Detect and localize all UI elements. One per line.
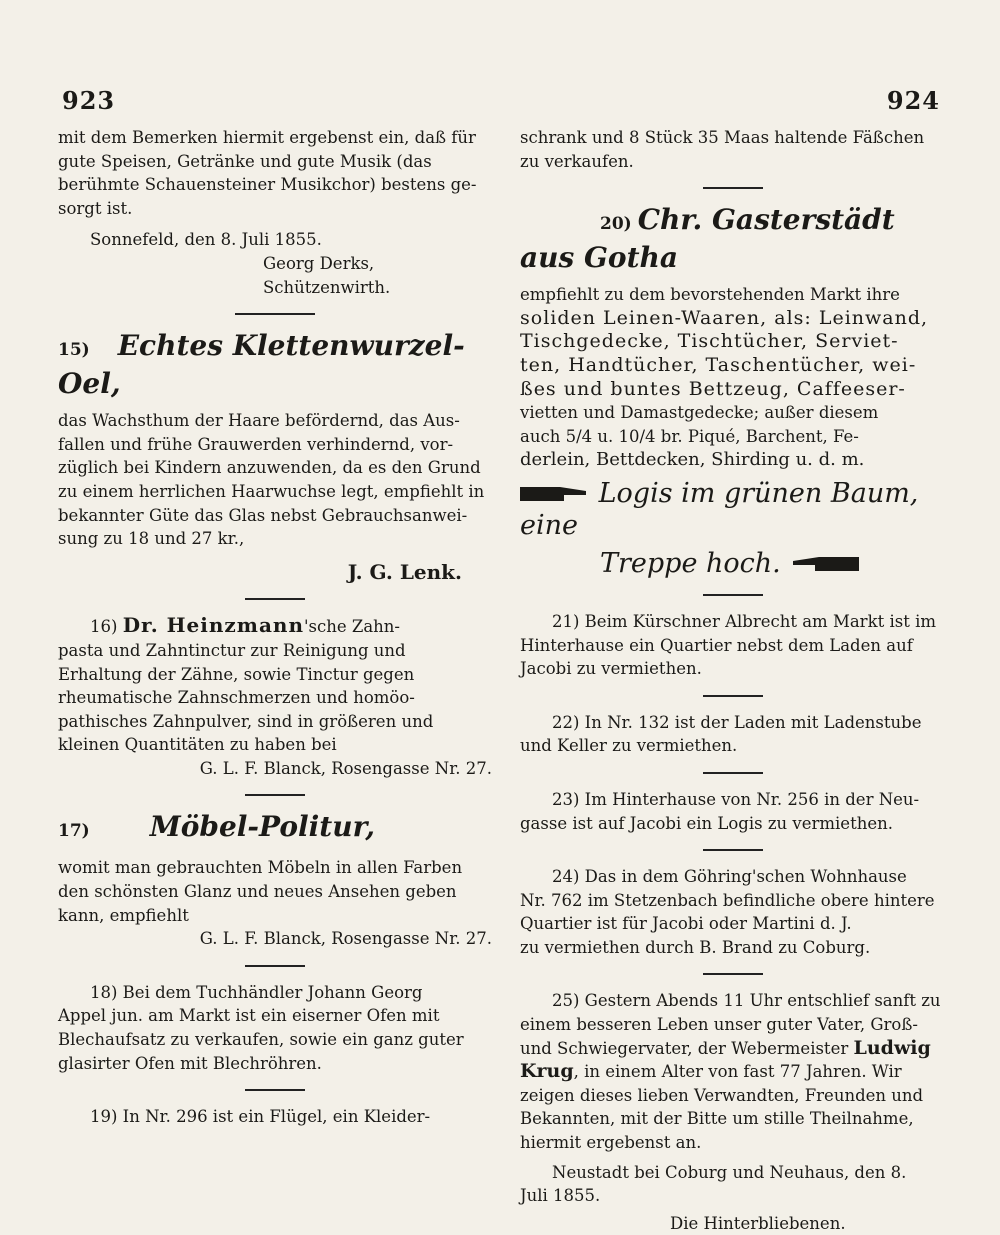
ad16-name: Dr. Heinzmann bbox=[122, 613, 304, 638]
ad20-line: Tischgedecke, Tischtücher, Serviet- bbox=[520, 330, 899, 353]
divider bbox=[703, 849, 763, 851]
ad19-line: 19) In Nr. 296 ist ein Flügel, ein Kleider- bbox=[90, 1107, 431, 1127]
ad15-line: züglich bei Kindern anzuwenden, da es den Grund bbox=[58, 458, 481, 478]
continuation-line: zu verkaufen. bbox=[520, 151, 634, 171]
intro-line: berühmte Schauensteiner Musikchor) bestens ge- bbox=[58, 175, 477, 195]
ad21-line: Hinterhause ein Quartier nebst dem Laden auf bbox=[520, 635, 913, 655]
ad25-line3-text: und Schwiegervater, der Webermeister bbox=[520, 1038, 849, 1058]
page-number-right: 924 bbox=[886, 86, 940, 115]
pointing-hand-icon bbox=[520, 479, 590, 509]
ad25-signer: Die Hinterbliebenen. bbox=[670, 1213, 846, 1233]
ad25-line3 bbox=[520, 1037, 946, 1061]
ad15-line: bekannter Güte das Glas nebst Gebrauchsanwei- bbox=[58, 505, 468, 525]
ad25-name-last: Krug bbox=[520, 1060, 574, 1083]
ad16-line: kleinen Quantitäten zu haben bei bbox=[58, 735, 337, 755]
ad23-line: 23) Im Hinterhause von Nr. 256 in der Neu- bbox=[552, 789, 920, 809]
ad20-line: auch 5/4 u. 10/4 br. Piqué, Barchent, Fe- bbox=[520, 426, 859, 446]
ad21-line: Jacobi zu vermiethen. bbox=[520, 659, 702, 679]
pointing-hand-icon bbox=[789, 549, 859, 579]
ad24-line: 24) Das in dem Göhring'schen Wohnhause bbox=[552, 867, 907, 887]
ad16-number: 16) bbox=[90, 617, 118, 637]
ad15-line: zu einem herrlichen Haarwuchse legt, empfiehlt in bbox=[58, 481, 485, 501]
ad20-line: vietten und Damastgedecke; außer diesem bbox=[520, 403, 879, 423]
ad20-number: 20) bbox=[600, 214, 632, 235]
ad25-line4 bbox=[520, 1060, 946, 1084]
ad17-number: 17) bbox=[58, 821, 90, 842]
divider bbox=[245, 1089, 305, 1091]
right-column bbox=[520, 126, 946, 1235]
ad25-line: zeigen dieses lieben Verwandten, Freunden und bbox=[520, 1085, 924, 1105]
ad25-date: Juli 1855. bbox=[520, 1186, 601, 1206]
ad15-line: sung zu 18 und 27 kr., bbox=[58, 529, 245, 549]
divider bbox=[703, 187, 763, 189]
ad25-line: 25) Gestern Abends 11 Uhr entschlief sanft zu bbox=[552, 991, 941, 1011]
divider bbox=[245, 965, 305, 967]
divider bbox=[703, 772, 763, 774]
ad20-logis-line2 bbox=[520, 548, 946, 580]
ad15-headline bbox=[58, 329, 492, 401]
ad15-line: das Wachsthum der Haare befördernd, das Aus- bbox=[58, 411, 460, 431]
ad20-line: ßes und buntes Bettzeug, Caffeeser- bbox=[520, 377, 906, 400]
ad18-line: Appel jun. am Markt ist ein eiserner Ofen mit bbox=[58, 1006, 440, 1026]
ad17-signer: G. L. F. Blanck, Rosengasse Nr. 27. bbox=[199, 929, 492, 949]
ad24-line: Quartier ist für Jacobi oder Martini d. J. bbox=[520, 914, 852, 934]
ad24-line: zu vermiethen durch B. Brand zu Coburg. bbox=[520, 937, 871, 957]
ad25-line4-rest: , in einem Alter von fast 77 Jahren. Wir bbox=[573, 1062, 902, 1082]
ad17-headline bbox=[58, 810, 492, 848]
divider bbox=[703, 973, 763, 975]
ad18-line: 18) Bei dem Tuchhändler Johann Georg bbox=[90, 982, 423, 1002]
ad20-logis-text1: Logis im grünen Baum, eine bbox=[520, 477, 919, 541]
ad20-title: Chr. Gasterstädt aus Gotha bbox=[520, 203, 895, 275]
divider bbox=[245, 794, 305, 796]
ad20-headline bbox=[520, 203, 946, 275]
ad22-line: 22) In Nr. 132 ist der Laden mit Ladenstube bbox=[552, 712, 922, 732]
intro-line: mit dem Bemerken hiermit ergebenst ein, daß für bbox=[58, 128, 476, 147]
divider bbox=[703, 695, 763, 697]
ad17-line: kann, empfiehlt bbox=[58, 905, 189, 925]
continuation-line: schrank und 8 Stück 35 Maas haltende Fäßchen bbox=[520, 128, 925, 147]
ad16-line1-rest: 'sche Zahn- bbox=[303, 617, 400, 637]
ad16-line: pathisches Zahnpulver, sind in größeren und bbox=[58, 711, 434, 731]
ad25-line: einem besseren Leben unser guter Vater, Groß- bbox=[520, 1015, 918, 1035]
divider bbox=[703, 594, 763, 596]
signer-title: Schützenwirth. bbox=[263, 277, 391, 297]
ad15-number: 15) bbox=[58, 340, 90, 361]
ad16-line: Erhaltung der Zähne, sowie Tinctur gegen bbox=[58, 664, 415, 684]
page-number-left: 923 bbox=[62, 86, 116, 115]
ad17-line: womit man gebrauchten Möbeln in allen Farben bbox=[58, 858, 463, 878]
ad16-signer: G. L. F. Blanck, Rosengasse Nr. 27. bbox=[199, 758, 492, 778]
ad23-line: gasse ist auf Jacobi ein Logis zu vermiethen. bbox=[520, 813, 893, 833]
ad20-line: ten, Handtücher, Taschentücher, wei- bbox=[520, 353, 917, 376]
ad15-line: fallen und frühe Grauwerden verhindernd, vor- bbox=[58, 434, 454, 454]
ad25-name-first: Ludwig bbox=[853, 1036, 931, 1059]
ad25-line: Bekannten, mit der Bitte um stille Theilnahme, bbox=[520, 1109, 914, 1129]
signer-name: Georg Derks, bbox=[263, 253, 375, 273]
ad20-line: soliden Leinen-Waaren, als: Leinwand, bbox=[520, 306, 929, 329]
intro-line: sorgt ist. bbox=[58, 198, 133, 218]
ad20-line: derlein, Bettdecken, Shirding u. d. m. bbox=[520, 449, 865, 471]
ad17-line: den schönsten Glanz und neues Ansehen geben bbox=[58, 882, 457, 902]
divider bbox=[235, 313, 315, 315]
ad18-line: Blechaufsatz zu verkaufen, sowie ein ganz guter bbox=[58, 1030, 464, 1050]
ad16-line1 bbox=[58, 614, 492, 639]
ad25-line: hiermit ergebenst an. bbox=[520, 1133, 702, 1153]
ad22-line: und Keller zu vermiethen. bbox=[520, 736, 738, 756]
ad18-line: glasirter Ofen mit Blechröhren. bbox=[58, 1053, 322, 1073]
ad15-title: Echtes Klettenwurzel-Oel, bbox=[58, 329, 465, 401]
divider bbox=[245, 598, 305, 600]
left-column bbox=[58, 126, 492, 1129]
intro-line: gute Speisen, Getränke und gute Musik (das bbox=[58, 151, 432, 171]
ad16-line: rheumatische Zahnschmerzen und homöo- bbox=[58, 688, 415, 708]
ad20-logis-line1 bbox=[520, 478, 946, 542]
ad16-line: pasta und Zahntinctur zur Reinigung und bbox=[58, 640, 406, 660]
ad25-place: Neustadt bei Coburg und Neuhaus, den 8. bbox=[552, 1162, 907, 1182]
ad15-signer: J. G. Lenk. bbox=[347, 559, 462, 584]
ad20-logis-text2: Treppe hoch. bbox=[600, 547, 781, 579]
ad24-line: Nr. 762 im Stetzenbach befindliche obere hintere bbox=[520, 890, 935, 910]
ad21-line: 21) Beim Kürschner Albrecht am Markt ist im bbox=[552, 611, 936, 631]
ad20-line: empfiehlt zu dem bevorstehenden Markt ihre bbox=[520, 285, 900, 305]
place-date: Sonnefeld, den 8. Juli 1855. bbox=[90, 230, 322, 250]
ad17-title: Möbel-Politur, bbox=[149, 810, 376, 844]
